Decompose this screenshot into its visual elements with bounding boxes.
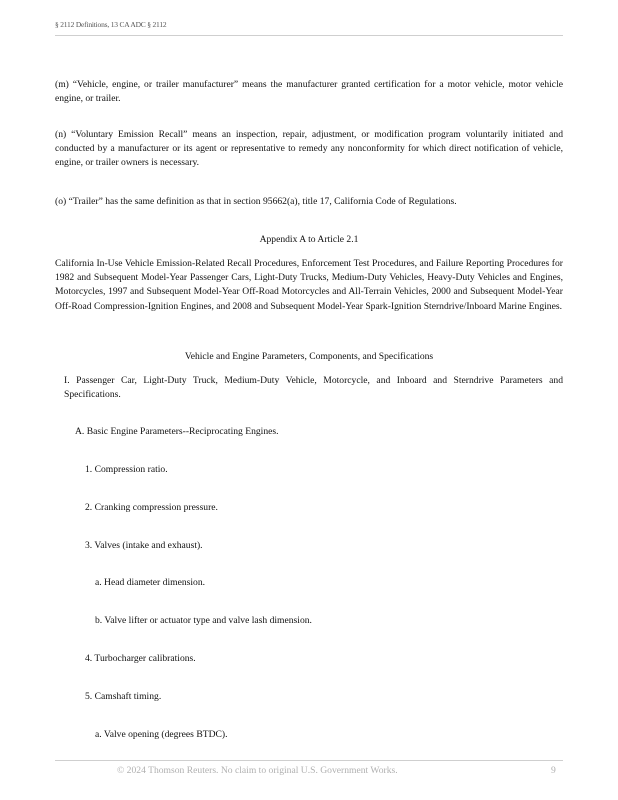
definition-m: (m) “Vehicle, engine, or trailer manufacturer” means the manufacturer granted certification for a motor vehicle, motor vehicle engine, or trailer. (55, 79, 563, 105)
footer-divider (55, 760, 563, 761)
section-i-heading: I. Passenger Car, Light-Duty Truck, Medium-Duty Vehicle, Motorcycle, and Inboard and Sterndrive Parameters and Specifications. (64, 375, 563, 401)
list-item-5a: a. Valve opening (degrees BTDC). (95, 729, 228, 740)
section-title: Vehicle and Engine Parameters, Components, and Specifications (184, 351, 434, 362)
list-item-3: 3. Valves (intake and exhaust). (85, 540, 203, 551)
appendix-title: Appendix A to Article 2.1 (259, 234, 359, 245)
header-divider (55, 35, 563, 36)
list-item-4: 4. Turbocharger calibrations. (85, 653, 196, 664)
list-item-1: 1. Compression ratio. (85, 464, 168, 475)
list-item-a: A. Basic Engine Parameters--Reciprocating Engines. (75, 426, 279, 437)
list-item-2: 2. Cranking compression pressure. (85, 502, 218, 513)
appendix-description: California In-Use Vehicle Emission-Related Recall Procedures, Enforcement Test Procedures, and Failure Reporting Procedures for 1982 and Subsequent Model-Year Passenger Cars, Light-Duty Trucks, Medium-Duty Vehicles, Heavy-Duty Vehicles and Engines, Motorcycles, 1997 and Subsequent Model-Year Off-Road Motorcycles and All-Terrain Vehicles, 2000 and Subsequent Model-Year Off-Road Compression-Ignition Engines, and 2008 and Subsequent Model-Year Spark-Ignition Sterndrive/Inboard Marine Engines. (55, 258, 563, 312)
running-header: § 2112 Definitions, 13 CA ADC § 2112 (55, 20, 167, 29)
list-item-3a: a. Head diameter dimension. (95, 577, 206, 588)
list-item-5: 5. Camshaft timing. (85, 691, 162, 702)
definition-o: (o) “Trailer” has the same definition as that in section 95662(a), title 17, California Code of Regulations. (55, 196, 457, 207)
footer-copyright: © 2024 Thomson Reuters. No claim to original U.S. Government Works. (117, 765, 398, 776)
page-number: 9 (551, 765, 556, 776)
definition-n: (n) “Voluntary Emission Recall” means an inspection, repair, adjustment, or modification program voluntarily initiated and conducted by a manufacturer or its agent or representative to remedy any nonconformity for which direct notification of vehicle, engine, or trailer owners is necessary. (55, 129, 563, 169)
list-item-3b: b. Valve lifter or actuator type and valve lash dimension. (95, 615, 312, 626)
